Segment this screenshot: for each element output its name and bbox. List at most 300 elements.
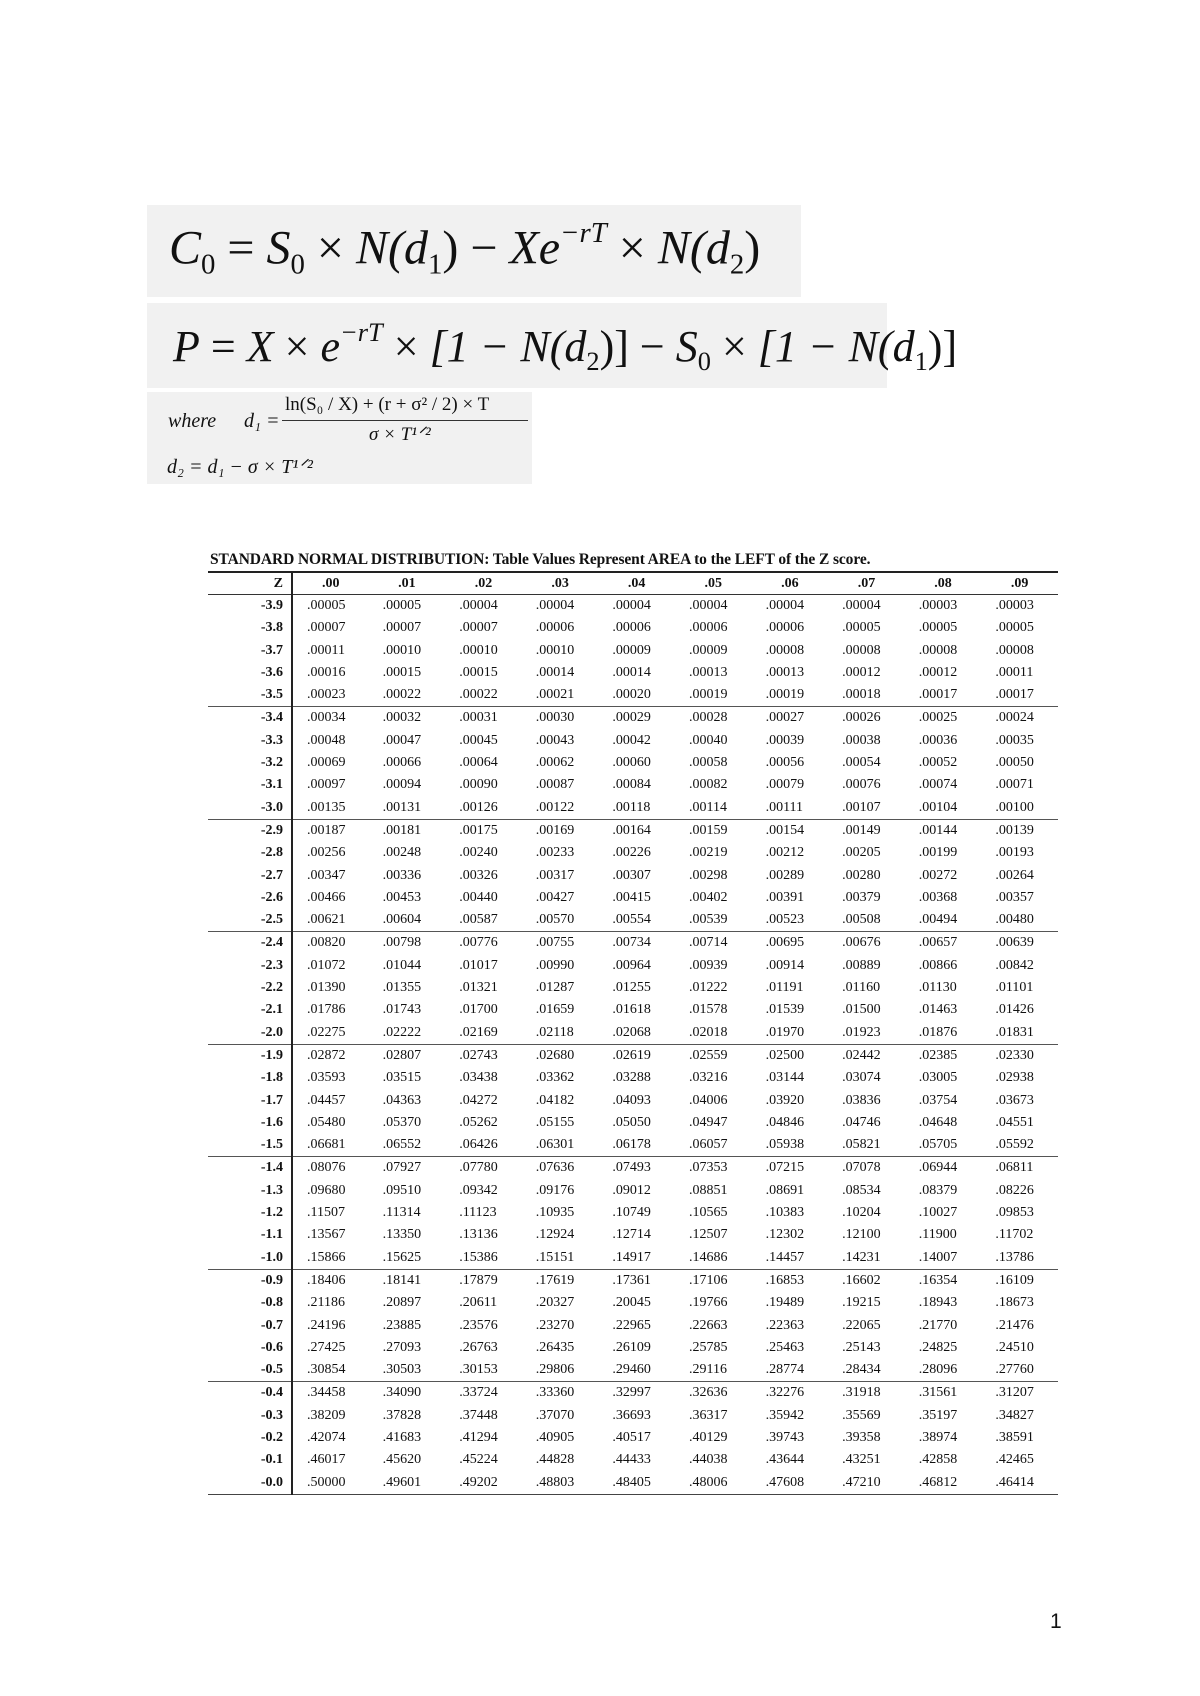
call-symbol-subscript: 0 <box>201 248 216 281</box>
probability-cell: .00169 <box>535 822 575 838</box>
probability-cell: .30503 <box>369 1359 446 1382</box>
probability-cell: .05370 <box>382 1114 422 1130</box>
probability-cell: .00734 <box>612 935 651 951</box>
table-row <box>208 1022 1058 1045</box>
d1-label: d₁ = <box>244 410 280 432</box>
probability-cell: .03362 <box>535 1070 575 1086</box>
exp-base: e <box>320 321 340 371</box>
probability-cell: .27760 <box>981 1359 1058 1382</box>
table-title: STANDARD NORMAL DISTRIBUTION: Table Values Represent AREA to the LEFT of the Z score. <box>210 551 871 568</box>
probability-cell: .46414 <box>995 1474 1034 1490</box>
put-option-formula <box>173 317 957 377</box>
probability-cell: .00139 <box>995 822 1034 838</box>
probability-cell: .06681 <box>292 1134 369 1157</box>
put-symbol: P <box>173 321 200 371</box>
table-row <box>208 1382 1058 1405</box>
probability-cell: .22065 <box>842 1317 881 1333</box>
table-row <box>208 1180 1058 1202</box>
probability-cell: .02938 <box>995 1070 1034 1086</box>
probability-cell: .00012 <box>918 664 958 680</box>
probability-cell: .04846 <box>765 1114 805 1130</box>
d2-subscript: 2 <box>729 248 745 281</box>
table-row <box>208 1134 1058 1157</box>
column-header: .05 <box>675 572 752 595</box>
probability-cell: .00842 <box>995 957 1034 973</box>
probability-cell: .11702 <box>995 1227 1034 1243</box>
probability-cell: .04093 <box>612 1092 651 1108</box>
probability-cell: .00069 <box>307 755 346 771</box>
probability-cell: .06552 <box>369 1134 446 1157</box>
bracket-n-d2: [1 − N(d <box>429 321 587 371</box>
probability-cell: .34090 <box>382 1385 422 1401</box>
probability-cell: .00047 <box>382 732 422 748</box>
probability-cell: .00990 <box>535 957 575 973</box>
probability-cell: .12302 <box>765 1227 805 1243</box>
probability-cell: .06301 <box>522 1134 599 1157</box>
probability-cell: .00004 <box>535 598 575 613</box>
probability-cell: .14917 <box>598 1247 675 1270</box>
discount-exponent: −rT <box>560 217 607 249</box>
probability-cell: .09342 <box>459 1182 498 1198</box>
probability-cell: .00017 <box>981 684 1058 707</box>
times-sign: × <box>606 221 658 275</box>
probability-cell: .17106 <box>688 1272 728 1288</box>
z-value-cell: -1.2 <box>208 1202 292 1224</box>
probability-cell: .02872 <box>307 1047 346 1063</box>
z-value-cell: -0.9 <box>208 1269 292 1292</box>
probability-cell: .42074 <box>307 1429 346 1445</box>
probability-cell: .29806 <box>522 1359 599 1382</box>
probability-cell: .26763 <box>459 1339 498 1355</box>
probability-cell: .08226 <box>995 1182 1034 1198</box>
probability-cell: .49601 <box>382 1474 422 1490</box>
table-row <box>208 1449 1058 1471</box>
probability-cell: .13567 <box>307 1227 346 1243</box>
probability-cell: .38209 <box>307 1407 346 1423</box>
probability-cell: .43251 <box>842 1452 881 1468</box>
probability-cell: .00776 <box>459 935 498 951</box>
probability-cell: .00144 <box>918 822 958 838</box>
probability-cell: .03005 <box>918 1070 958 1086</box>
probability-cell: .04006 <box>688 1092 728 1108</box>
table-row <box>208 707 1058 730</box>
table-row <box>208 662 1058 684</box>
probability-cell: .00248 <box>382 845 422 861</box>
call-option-formula-box <box>147 205 801 297</box>
probability-cell: .12924 <box>535 1227 575 1243</box>
probability-cell: .38974 <box>918 1429 958 1445</box>
probability-cell: .10749 <box>612 1205 651 1221</box>
probability-cell: .17361 <box>612 1272 651 1288</box>
probability-cell: .00056 <box>765 755 805 771</box>
probability-cell: .02169 <box>445 1022 522 1045</box>
probability-cell: .00032 <box>382 710 422 726</box>
bracket-n-d1: [1 − N(d <box>757 321 915 371</box>
probability-cell: .00714 <box>688 935 728 951</box>
table-row <box>208 1472 1058 1495</box>
probability-cell: .00639 <box>995 935 1034 951</box>
probability-cell: .11314 <box>382 1205 421 1221</box>
probability-cell: .02743 <box>459 1047 498 1063</box>
d1-subscript: 1 <box>914 346 928 377</box>
probability-cell: .25785 <box>688 1339 728 1355</box>
probability-cell: .00035 <box>995 732 1034 748</box>
probability-cell: .01463 <box>918 1002 958 1018</box>
probability-cell: .00005 <box>842 620 881 636</box>
probability-cell: .04551 <box>995 1114 1034 1130</box>
probability-cell: .00280 <box>842 867 881 883</box>
column-header: .00 <box>292 572 369 595</box>
probability-cell: .03515 <box>382 1070 422 1086</box>
probability-cell: .03438 <box>459 1070 498 1086</box>
probability-cell: .23270 <box>535 1317 575 1333</box>
probability-cell: .08691 <box>765 1182 805 1198</box>
probability-cell: .02330 <box>995 1047 1034 1063</box>
stock-subscript: 0 <box>697 346 711 377</box>
probability-cell: .12507 <box>688 1227 728 1243</box>
call-symbol: C <box>169 221 202 275</box>
table-row <box>208 842 1058 864</box>
z-value-cell: -2.2 <box>208 977 292 999</box>
probability-cell: .48006 <box>688 1474 728 1490</box>
probability-cell: .00029 <box>612 710 651 726</box>
probability-cell: .00060 <box>612 755 651 771</box>
table-row <box>208 640 1058 662</box>
d-definitions-box <box>147 392 532 484</box>
probability-cell: .02619 <box>612 1047 651 1063</box>
probability-cell: .06944 <box>918 1160 958 1176</box>
table-row <box>208 865 1058 887</box>
z-value-cell: -2.3 <box>208 955 292 977</box>
probability-cell: .14686 <box>675 1247 752 1270</box>
column-header: .08 <box>905 572 982 595</box>
probability-cell: .00016 <box>307 664 346 680</box>
probability-cell: .00205 <box>842 845 881 861</box>
probability-cell: .01578 <box>688 1002 728 1018</box>
probability-cell: .09680 <box>307 1182 346 1198</box>
probability-cell: .24510 <box>995 1339 1034 1355</box>
probability-cell: .00015 <box>459 664 498 680</box>
probability-cell: .32276 <box>765 1385 805 1401</box>
probability-cell: .40905 <box>535 1429 575 1445</box>
probability-cell: .02500 <box>765 1047 805 1063</box>
table-row <box>208 909 1058 932</box>
probability-cell: .00676 <box>842 935 881 951</box>
probability-cell: .00554 <box>598 909 675 932</box>
probability-cell: .17619 <box>535 1272 575 1288</box>
probability-cell: .37070 <box>535 1407 575 1423</box>
probability-cell: .41683 <box>382 1429 422 1445</box>
probability-cell: .00097 <box>307 777 346 793</box>
probability-cell: .00087 <box>535 777 575 793</box>
probability-cell: .07493 <box>612 1160 651 1176</box>
probability-cell: .15151 <box>522 1247 599 1270</box>
probability-cell: .01355 <box>382 980 422 996</box>
table-row <box>208 1202 1058 1224</box>
probability-cell: .07078 <box>842 1160 881 1176</box>
stock-subscript: 0 <box>290 248 305 281</box>
probability-cell: .00657 <box>918 935 958 951</box>
probability-cell: .00233 <box>535 845 575 861</box>
probability-cell: .01786 <box>307 1002 346 1018</box>
probability-cell: .00570 <box>522 909 599 932</box>
probability-cell: .13136 <box>459 1227 498 1243</box>
probability-cell: .00005 <box>382 598 422 613</box>
column-header: .09 <box>981 572 1058 595</box>
probability-cell: .01876 <box>905 1022 982 1045</box>
probability-cell: .00064 <box>459 755 498 771</box>
probability-cell: .00508 <box>828 909 905 932</box>
minus-sign: − <box>458 221 510 275</box>
probability-cell: .00005 <box>995 620 1034 636</box>
probability-cell: .32636 <box>688 1385 728 1401</box>
probability-cell: .22965 <box>612 1317 651 1333</box>
probability-cell: .01618 <box>612 1002 651 1018</box>
probability-cell: .48803 <box>535 1474 575 1490</box>
probability-cell: .12714 <box>612 1227 651 1243</box>
probability-cell: .00015 <box>382 664 422 680</box>
probability-cell: .11507 <box>307 1205 345 1221</box>
probability-cell: .03673 <box>995 1092 1034 1108</box>
probability-cell: .07353 <box>688 1160 728 1176</box>
probability-cell: .04182 <box>535 1092 575 1108</box>
probability-cell: .00012 <box>842 664 881 680</box>
probability-cell: .00022 <box>445 684 522 707</box>
probability-cell: .01160 <box>842 980 881 996</box>
probability-cell: .17879 <box>459 1272 498 1288</box>
probability-cell: .19489 <box>765 1295 805 1311</box>
probability-cell: .39743 <box>765 1429 805 1445</box>
probability-cell: .00695 <box>765 935 805 951</box>
probability-cell: .06426 <box>445 1134 522 1157</box>
probability-cell: .00415 <box>612 889 651 905</box>
probability-cell: .46017 <box>307 1452 346 1468</box>
probability-cell: .18141 <box>382 1272 422 1288</box>
probability-cell: .35569 <box>842 1407 881 1423</box>
probability-cell: .23885 <box>382 1317 422 1333</box>
probability-cell: .19215 <box>842 1295 881 1311</box>
table-row <box>208 1427 1058 1449</box>
probability-cell: .02068 <box>598 1022 675 1045</box>
probability-cell: .01255 <box>612 980 651 996</box>
probability-cell: .11900 <box>918 1227 957 1243</box>
probability-cell: .01072 <box>307 957 346 973</box>
table-row <box>208 1359 1058 1382</box>
probability-cell: .03754 <box>918 1092 958 1108</box>
probability-cell: .00326 <box>459 867 498 883</box>
probability-cell: .20327 <box>535 1295 575 1311</box>
probability-cell: .01321 <box>459 980 498 996</box>
probability-cell: .00082 <box>688 777 728 793</box>
probability-cell: .00009 <box>612 642 651 658</box>
probability-cell: .08851 <box>688 1182 728 1198</box>
probability-cell: .02118 <box>522 1022 599 1045</box>
probability-cell: .00018 <box>828 684 905 707</box>
probability-cell: .09176 <box>535 1182 575 1198</box>
probability-cell: .05592 <box>981 1134 1058 1157</box>
probability-cell: .22363 <box>765 1317 805 1333</box>
column-header: .01 <box>369 572 446 595</box>
probability-cell: .00523 <box>752 909 829 932</box>
probability-cell: .00023 <box>292 684 369 707</box>
z-value-cell: -1.7 <box>208 1090 292 1112</box>
probability-cell: .03074 <box>842 1070 881 1086</box>
probability-cell: .00009 <box>688 642 728 658</box>
probability-cell: .00005 <box>307 598 346 613</box>
probability-cell: .00219 <box>688 845 728 861</box>
probability-cell: .01191 <box>765 980 804 996</box>
table-row <box>208 1405 1058 1427</box>
probability-cell: .00226 <box>612 845 651 861</box>
probability-cell: .34827 <box>995 1407 1034 1423</box>
probability-cell: .26435 <box>535 1339 575 1355</box>
z-value-cell: -3.3 <box>208 730 292 752</box>
probability-cell: .36317 <box>688 1407 728 1423</box>
probability-cell: .00028 <box>688 710 728 726</box>
z-value-cell: -0.7 <box>208 1315 292 1337</box>
probability-cell: .00013 <box>688 664 728 680</box>
probability-cell: .50000 <box>307 1474 346 1490</box>
probability-cell: .00008 <box>995 642 1034 658</box>
probability-cell: .00017 <box>905 684 982 707</box>
probability-cell: .12100 <box>842 1227 881 1243</box>
probability-cell: .02385 <box>918 1047 958 1063</box>
probability-cell: .00014 <box>612 664 651 680</box>
probability-cell: .13350 <box>382 1227 422 1243</box>
probability-cell: .00021 <box>522 684 599 707</box>
minus-sign: − <box>628 321 676 371</box>
z-value-cell: -2.4 <box>208 932 292 955</box>
probability-cell: .01130 <box>918 980 957 996</box>
probability-cell: .04272 <box>459 1092 498 1108</box>
probability-cell: .00058 <box>688 755 728 771</box>
z-value-cell: -3.0 <box>208 797 292 820</box>
z-value-cell: -2.6 <box>208 887 292 909</box>
probability-cell: .00100 <box>981 797 1058 820</box>
probability-cell: .26109 <box>612 1339 651 1355</box>
table-row <box>208 819 1058 842</box>
probability-cell: .00011 <box>995 664 1034 680</box>
strike-symbol: X <box>246 321 274 371</box>
probability-cell: .01923 <box>828 1022 905 1045</box>
z-value-cell: -1.4 <box>208 1157 292 1180</box>
probability-cell: .38591 <box>995 1429 1034 1445</box>
probability-cell: .00164 <box>612 822 651 838</box>
probability-cell: .05821 <box>828 1134 905 1157</box>
probability-cell: .00019 <box>675 684 752 707</box>
z-value-cell: -0.4 <box>208 1382 292 1405</box>
where-label: where <box>168 410 217 432</box>
z-value-cell: -3.4 <box>208 707 292 730</box>
probability-cell: .05480 <box>307 1114 346 1130</box>
probability-cell: .37828 <box>382 1407 422 1423</box>
table-row <box>208 1315 1058 1337</box>
probability-cell: .00006 <box>535 620 575 636</box>
probability-cell: .00111 <box>752 797 829 820</box>
table-row <box>208 774 1058 796</box>
probability-cell: .42858 <box>918 1452 958 1468</box>
probability-cell: .00402 <box>688 889 728 905</box>
probability-cell: .00004 <box>688 598 728 613</box>
z-value-cell: -0.5 <box>208 1359 292 1382</box>
probability-cell: .13786 <box>981 1247 1058 1270</box>
probability-cell: .00019 <box>752 684 829 707</box>
probability-cell: .14457 <box>752 1247 829 1270</box>
probability-cell: .08076 <box>307 1160 346 1176</box>
table-row <box>208 955 1058 977</box>
z-value-cell: -2.1 <box>208 999 292 1021</box>
probability-cell: .24825 <box>918 1339 958 1355</box>
probability-cell: .34458 <box>307 1385 346 1401</box>
probability-cell: .00480 <box>981 909 1058 932</box>
probability-cell: .00126 <box>445 797 522 820</box>
z-value-cell: -0.0 <box>208 1472 292 1495</box>
table-row <box>208 1090 1058 1112</box>
probability-cell: .11123 <box>459 1205 497 1221</box>
table-row <box>208 1292 1058 1314</box>
probability-cell: .05262 <box>459 1114 498 1130</box>
probability-cell: .08379 <box>918 1182 958 1198</box>
n-d2-close: ) <box>744 221 761 275</box>
column-header: .02 <box>445 572 522 595</box>
probability-cell: .15386 <box>445 1247 522 1270</box>
probability-cell: .09510 <box>382 1182 422 1198</box>
probability-cell: .00131 <box>369 797 446 820</box>
probability-cell: .10204 <box>842 1205 881 1221</box>
probability-cell: .44828 <box>535 1452 575 1468</box>
probability-cell: .04363 <box>382 1092 422 1108</box>
probability-cell: .00024 <box>995 710 1034 726</box>
probability-cell: .27425 <box>307 1339 346 1355</box>
probability-cell: .01831 <box>981 1022 1058 1045</box>
d1-denominator: σ × T¹ᐟ² <box>369 424 431 445</box>
probability-cell: .00004 <box>842 598 881 613</box>
d2-subscript: 2 <box>586 346 600 377</box>
probability-cell: .07215 <box>765 1160 805 1176</box>
probability-cell: .03593 <box>307 1070 346 1086</box>
table-header-row <box>208 572 1058 595</box>
z-value-cell: -2.5 <box>208 909 292 932</box>
probability-cell: .00122 <box>522 797 599 820</box>
probability-cell: .45224 <box>459 1452 498 1468</box>
probability-cell: .45620 <box>382 1452 422 1468</box>
probability-cell: .00094 <box>382 777 422 793</box>
z-value-cell: -2.9 <box>208 819 292 842</box>
probability-cell: .10935 <box>535 1205 575 1221</box>
table-row <box>208 1337 1058 1359</box>
probability-cell: .00006 <box>688 620 728 636</box>
z-value-cell: -1.8 <box>208 1067 292 1089</box>
table-row <box>208 684 1058 707</box>
discount-exponent: −rT <box>339 317 383 347</box>
probability-cell: .00264 <box>995 867 1034 883</box>
probability-cell: .49202 <box>459 1474 498 1490</box>
probability-cell: .18406 <box>307 1272 346 1288</box>
probability-cell: .00272 <box>918 867 958 883</box>
d1-numerator: ln(S₀ / X) + (r + σ² / 2) × T <box>285 394 490 415</box>
probability-cell: .39358 <box>842 1429 881 1445</box>
probability-cell: .29460 <box>598 1359 675 1382</box>
table-row <box>208 595 1058 618</box>
probability-cell: .03288 <box>612 1070 651 1086</box>
probability-cell: .10565 <box>688 1205 728 1221</box>
times-sign: × <box>710 321 758 371</box>
z-value-cell: -1.3 <box>208 1180 292 1202</box>
probability-cell: .00604 <box>369 909 446 932</box>
probability-cell: .40129 <box>688 1429 728 1445</box>
probability-cell: .00181 <box>382 822 422 838</box>
probability-cell: .00084 <box>612 777 651 793</box>
